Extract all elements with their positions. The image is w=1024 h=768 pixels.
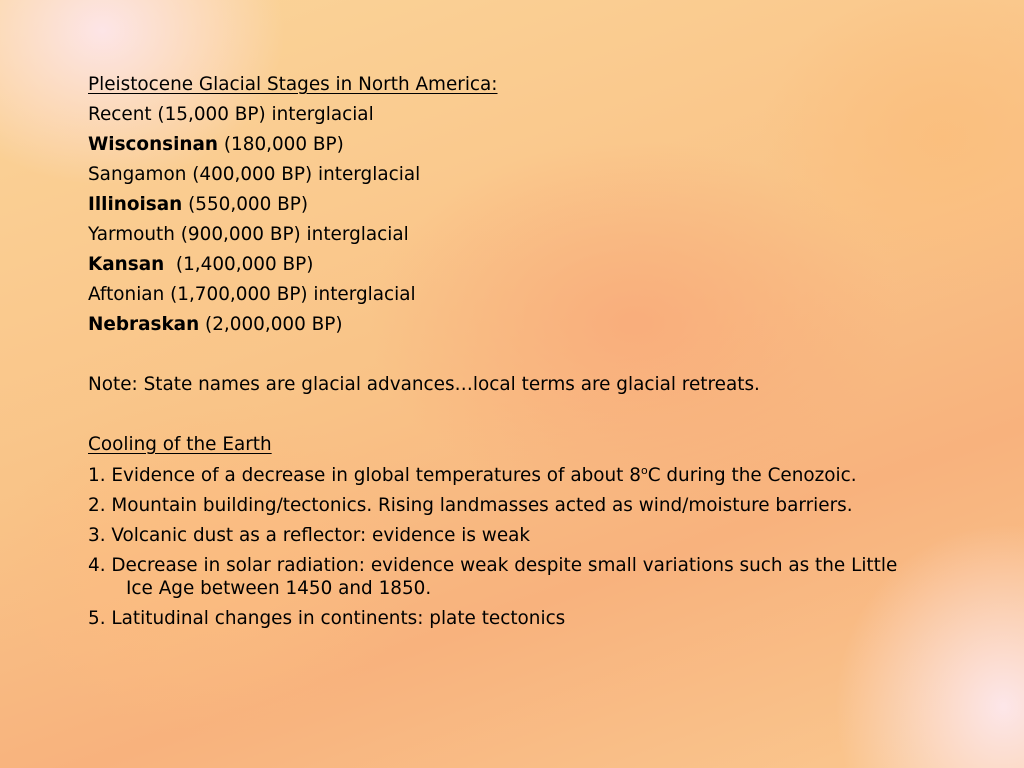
stage-details: (550,000 BP) — [182, 194, 309, 215]
stage-details: (400,000 BP) interglacial — [186, 164, 421, 185]
stage-wisconsinan — [88, 130, 928, 160]
cooling-item-5: 5. Latitudinal changes in continents: plate tectonics — [88, 608, 566, 629]
stage-name: Illinoisan — [88, 194, 183, 215]
stage-name: Sangamon — [88, 164, 187, 185]
stage-details: (1,700,000 BP) interglacial — [164, 284, 416, 305]
stage-name: Kansan — [88, 254, 165, 275]
slide-content — [88, 70, 928, 637]
item-text: C during the Cenozoic. — [647, 465, 857, 486]
stage-recent — [88, 100, 928, 130]
spacer — [88, 400, 928, 430]
stage-name: Recent — [88, 104, 152, 125]
cooling-heading: Cooling of the Earth — [88, 434, 272, 455]
cooling-item-2: 2. Mountain building/tectonics. Rising landmasses acted as wind/moisture barriers. — [88, 495, 853, 516]
stage-name: Wisconsinan — [88, 134, 219, 155]
item-text: 1. Evidence of a decrease in global temperatures of about 8 — [88, 465, 641, 486]
stage-sangamon — [88, 160, 928, 190]
stage-name: Nebraskan — [88, 314, 200, 335]
stage-details: (900,000 BP) interglacial — [174, 224, 409, 245]
stage-name: Yarmouth — [88, 224, 175, 245]
stage-yarmouth — [88, 220, 928, 250]
spacer — [88, 340, 928, 370]
note-text: Note: State names are glacial advances…local terms are glacial retreats. — [88, 374, 760, 395]
stage-illinoisan — [88, 190, 928, 220]
stages-heading: Pleistocene Glacial Stages in North America: — [88, 74, 498, 95]
cooling-item-3: 3. Volcanic dust as a reflector: evidence is weak — [88, 525, 531, 546]
cooling-item-1 — [88, 464, 928, 487]
stage-nebraskan — [88, 310, 928, 340]
stage-details: (180,000 BP) — [218, 134, 344, 155]
stage-details: (1,400,000 BP) — [164, 254, 314, 275]
stage-details: (15,000 BP) interglacial — [151, 104, 374, 125]
stage-kansan — [88, 250, 928, 280]
stage-aftonian — [88, 280, 928, 310]
cooling-item-4: 4. Decrease in solar radiation: evidence weak despite small variations such as the Little Ice Age between 1450 and 1850. — [88, 555, 898, 599]
stage-name: Aftonian — [88, 284, 165, 305]
stage-details: (2,000,000 BP) — [199, 314, 343, 335]
degree-superscript: o — [640, 464, 648, 477]
